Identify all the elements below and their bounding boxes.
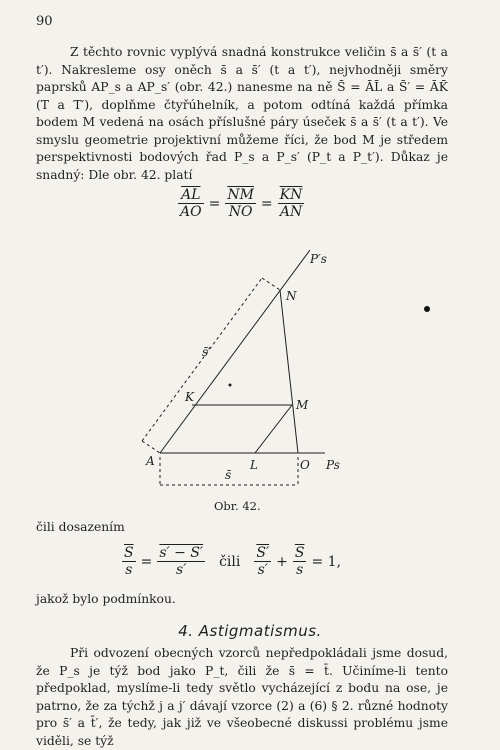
label-s-prime: s̄′	[202, 345, 211, 359]
ray-ps-prime	[160, 250, 310, 453]
equation-condition	[120, 545, 344, 578]
fraction-numerator: $\overline{S}$	[124, 545, 134, 561]
figure-42	[130, 245, 370, 495]
page-number: 90	[36, 14, 53, 29]
fraction-S-s	[122, 545, 136, 578]
dashed-s-prime-axis	[142, 278, 262, 441]
label-ps: Ps	[326, 458, 340, 472]
paragraph-astigmatism	[36, 645, 448, 750]
dashed-tick-top	[262, 278, 280, 290]
figure-dot	[229, 384, 232, 387]
equals-sign: =	[140, 553, 153, 570]
paragraph-construction	[36, 44, 448, 184]
word-cili: čili	[219, 553, 241, 570]
fraction-Sprime-sprime	[254, 545, 271, 578]
fraction-numerator: $\overline{KN}$	[279, 187, 303, 203]
ratio-equation	[176, 187, 306, 220]
label-n: N	[286, 289, 297, 303]
fraction-numerator: $\overline{AL}$	[178, 187, 204, 204]
print-speck	[424, 306, 430, 312]
label-o: O	[300, 458, 310, 472]
plus-sign: +	[276, 553, 288, 570]
geometry-diagram	[130, 245, 370, 495]
label-k: K	[185, 390, 194, 404]
label-s: s̄	[225, 468, 232, 482]
equals-one: = 1,	[311, 553, 342, 570]
fraction-denominator: NO	[228, 204, 253, 220]
fraction-denominator: AO	[180, 204, 202, 220]
fraction-denominator: s	[125, 562, 133, 578]
cili-dosazenim: čili dosazením	[36, 520, 125, 534]
fraction-numerator: S′	[256, 545, 270, 561]
fraction-denominator: s′	[176, 562, 187, 578]
fraction-denominator: s′	[257, 562, 268, 578]
label-l: L	[250, 458, 258, 472]
fraction-denominator: s	[296, 562, 304, 578]
equals-sign: =	[260, 195, 273, 212]
label-a: A	[146, 454, 155, 468]
label-ps-prime: P′s	[310, 252, 327, 266]
line-no	[280, 290, 298, 453]
fraction-numerator: $\overline{S}$	[294, 545, 305, 561]
fraction-S-s-2	[293, 545, 307, 578]
fraction-kn-an	[278, 187, 305, 220]
paragraph-astigmatism-text: Při odvození obecných vzorců nepředpokládali jsme dosud, že P_s je týž bod jako P_t, čili že s̄ = t̄. Učiníme-li tento předpoklad, myslíme-li tedy světlo vycházející z bodu na ose, je patrno, že za týchž j a j′ dávají vzorce (2) a (6) § 2. různé hodnoty pro s̄′ a t̄′, že tedy, jak již ve všeobecné diskussi problému jsme viděli, se týž	[36, 646, 448, 748]
paragraph-construction-text: Z těchto rovnic vyplývá snadná konstrukce veličin s̄ a s̄′ (t a t′). Nakresleme osy oněch s̄ a s̄′ (t a t′), nejvhodněji směry paprsků AP_s a AP_s′ (obr. 42.) nanesme na ně S̄ = ĀL̄ a S̄′ = ĀK̄ (T a T′), doplňme čtyřúhelník, a potom odtíná každá přímka bodem M vedená na osách příslušné páry úseček s̄ a s̄′ (t a t′). Ve smyslu geometrie projektivní můžeme říci, že bod M je středem perspektivnosti bodových řad P_s a P_s′ (P_t a P_t′). Důkaz je snadný: Dle obr. 42. platí	[36, 45, 448, 182]
fraction-sprime-minus	[157, 545, 205, 578]
fraction-al-ao	[178, 187, 204, 220]
dashed-tick-bottom	[142, 441, 160, 453]
fraction-denominator: AN	[279, 204, 303, 220]
figure-caption: Obr. 42.	[214, 499, 261, 513]
line-ml	[255, 405, 292, 453]
fraction-numerator: s′ − S′	[159, 545, 204, 561]
fraction-nm-no	[225, 187, 256, 220]
fraction-numerator: $\overline{NM}$	[227, 187, 254, 203]
equals-sign: =	[208, 195, 221, 212]
section-heading: 4. Astigmatismus.	[178, 622, 322, 640]
jakoz-bylo: jakož bylo podmínkou.	[36, 592, 176, 606]
label-m: M	[296, 398, 309, 412]
